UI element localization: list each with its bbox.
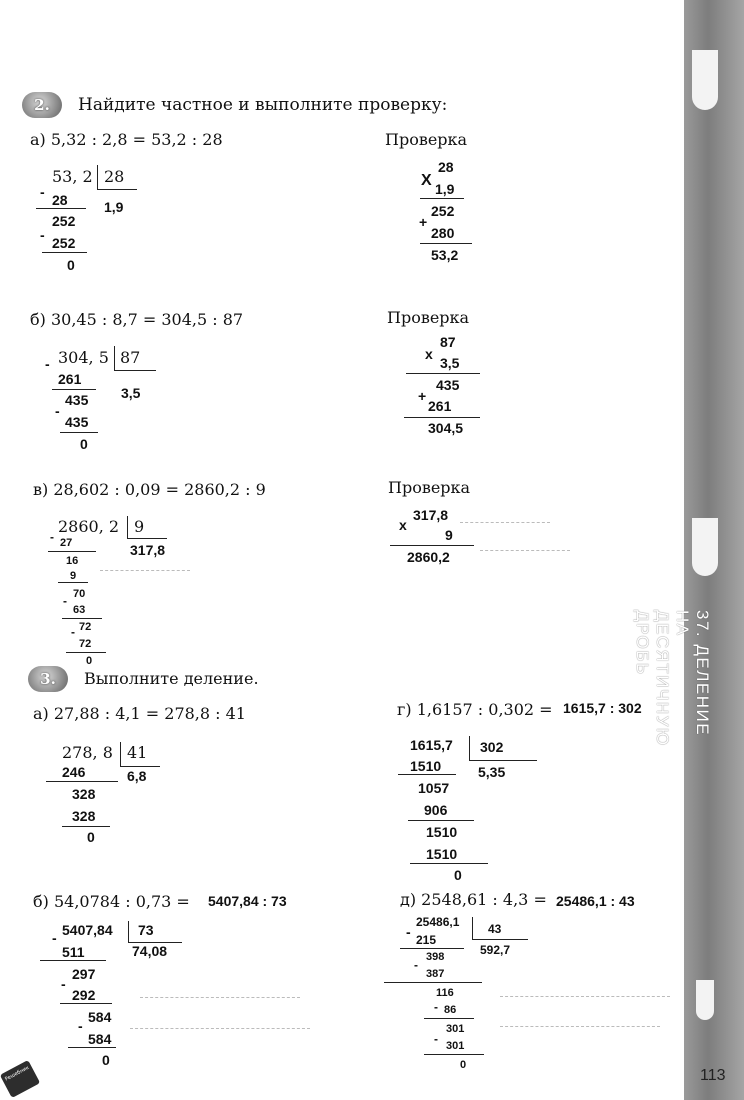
task-2a-check: 53,2	[431, 247, 459, 263]
multiply-sign: X	[421, 172, 432, 189]
step-line	[60, 1003, 112, 1004]
task-2b-divisor: 87	[120, 348, 141, 367]
step-line	[424, 1018, 474, 1019]
division-bar	[128, 921, 129, 943]
task-2a-check: 28	[438, 159, 454, 175]
task-2-badge: 2.	[22, 92, 62, 118]
task-3b-step: 584	[88, 1031, 112, 1047]
task-2c-check: 317,8	[413, 507, 449, 523]
step-line	[408, 820, 474, 821]
task-3-title: Выполните деление.	[84, 669, 259, 688]
task-3g-step: 1510	[426, 846, 458, 862]
task-2a-check: 1,9	[435, 181, 455, 197]
task-2b-step: 435	[65, 392, 89, 408]
task-2b-step: 261	[58, 371, 82, 387]
division-bar	[472, 917, 473, 939]
step-line	[66, 652, 106, 653]
minus-sign: -	[63, 594, 67, 608]
minus-sign: -	[40, 227, 45, 243]
step-line	[410, 863, 488, 864]
division-bar	[472, 939, 528, 940]
task-3b-step: 584	[88, 1009, 112, 1025]
task-3g-step: 1510	[410, 758, 442, 774]
task-3-badge: 3.	[28, 666, 68, 692]
step-line	[420, 243, 472, 244]
minus-sign: -	[406, 924, 411, 940]
task-2a-step: 0	[67, 257, 75, 273]
task-3d-step: 215	[416, 933, 437, 947]
division-bar	[127, 516, 128, 538]
step-line	[62, 618, 102, 619]
task-2c-step: 9	[70, 570, 77, 582]
task-2c-step: 70	[73, 588, 86, 600]
task-3d-step: 301	[446, 1040, 465, 1052]
task-2b-quotient: 3,5	[121, 385, 141, 401]
task-3d-step: 398	[426, 951, 445, 963]
scan-artifact	[500, 996, 670, 997]
task-2c-check-label: Проверка	[388, 478, 471, 497]
task-2b-dividend: 304, 5	[58, 348, 109, 367]
chapter-tab-top	[692, 50, 718, 110]
task-2a-check-label: Проверка	[385, 130, 468, 149]
task-3a-equation: а) 27,88 : 4,1 = 278,8 : 41	[33, 704, 246, 723]
task-2c-dividend: 2860, 2	[58, 517, 120, 536]
task-2b-check: 87	[440, 334, 456, 350]
task-2a-step: 252	[52, 235, 76, 251]
step-line	[36, 208, 86, 209]
step-line	[384, 982, 482, 983]
minus-sign: -	[50, 530, 54, 544]
task-2c-check: 9	[445, 527, 453, 543]
task-2-title: Найдите частное и выполните проверку:	[78, 95, 448, 115]
task-2a-equation: а) 5,32 : 2,8 = 53,2 : 28	[30, 130, 223, 149]
task-3b-equation: б) 54,0784 : 0,73 =	[33, 892, 190, 911]
task-2c-quotient: 317,8	[130, 542, 166, 558]
task-2a-dividend: 53, 2	[52, 167, 93, 186]
task-2c-divisor: 9	[134, 517, 145, 536]
step-line	[46, 781, 118, 782]
task-3d-equation: д) 2548,61 : 4,3 =	[400, 890, 547, 909]
task-2b-equation: б) 30,45 : 8,7 = 304,5 : 87	[30, 310, 244, 329]
minus-sign: -	[78, 1018, 83, 1034]
task-3d-step: 387	[426, 968, 445, 980]
step-line	[52, 389, 96, 390]
task-3a-quotient: 6,8	[127, 768, 147, 784]
task-2c-step: 72	[79, 621, 92, 633]
chapter-tab-middle	[692, 518, 718, 576]
task-2c-check: 2860,2	[407, 549, 450, 565]
task-3d-step: 86	[444, 1004, 457, 1016]
plus-sign: +	[419, 214, 428, 230]
task-3d-answer: 25486,1 : 43	[556, 893, 635, 909]
task-3d-step: 0	[460, 1059, 467, 1071]
task-3g-step: 906	[424, 802, 448, 818]
step-line	[424, 1054, 484, 1055]
task-2b-check: 261	[428, 398, 452, 414]
publisher-logo: Решебник	[0, 1060, 40, 1098]
minus-sign: -	[52, 930, 57, 946]
scan-artifact	[130, 1028, 310, 1029]
step-line	[40, 960, 106, 961]
step-line	[68, 1047, 116, 1048]
step-line	[42, 252, 87, 253]
scan-artifact	[100, 570, 190, 571]
step-line	[60, 432, 98, 433]
task-3b-quotient: 74,08	[132, 943, 168, 959]
division-bar	[114, 370, 156, 371]
task-2c-step: 16	[66, 555, 79, 567]
task-3d-step: 301	[446, 1023, 465, 1035]
step-line	[420, 198, 464, 199]
step-line	[406, 373, 480, 374]
step-line	[400, 948, 464, 949]
step-line	[404, 417, 480, 418]
task-2b-check-label: Проверка	[387, 308, 470, 327]
task-3d-step: 116	[436, 987, 454, 999]
step-line	[398, 774, 456, 775]
task-2c-step: 63	[73, 604, 86, 616]
task-3a-step: 328	[72, 786, 96, 802]
division-bar	[97, 165, 98, 189]
division-bar	[469, 760, 537, 761]
task-3g-quotient: 5,35	[478, 764, 506, 780]
task-2a-check: 252	[431, 203, 455, 219]
task-3g-step: 1057	[418, 780, 450, 796]
task-3g-step: 0	[454, 867, 462, 883]
scan-artifact	[140, 997, 300, 998]
task-2a-check: 280	[431, 225, 455, 241]
step-line	[48, 551, 96, 552]
minus-sign: -	[71, 625, 75, 639]
step-line	[62, 826, 110, 827]
task-2c-step: 72	[79, 638, 92, 650]
task-2b-step: 435	[65, 414, 89, 430]
task-3g-divisor: 302	[480, 739, 504, 755]
task-3g-equation: г) 1,6157 : 0,302 =	[397, 700, 553, 719]
task-2b-check: 3,5	[440, 355, 460, 371]
task-3d-quotient: 592,7	[480, 943, 511, 957]
task-2a-step: 252	[52, 213, 76, 229]
task-3b-step: 297	[72, 966, 96, 982]
minus-sign: -	[45, 356, 50, 372]
task-3b-step: 511	[62, 944, 85, 960]
task-3b-dividend: 5407,84	[62, 922, 113, 938]
division-bar	[120, 742, 121, 766]
task-3d-dividend: 25486,1	[416, 915, 460, 929]
task-2c-step: 0	[86, 655, 93, 667]
task-2b-step: 0	[80, 436, 88, 452]
task-2a-step: 28	[52, 192, 68, 208]
task-3a-dividend: 278, 8	[62, 743, 113, 762]
task-3g-dividend: 1615,7	[410, 737, 453, 753]
task-3a-step: 246	[62, 764, 86, 780]
chapter-title-vertical: 37. ДЕЛЕНИЕ НА ДЕСЯТИЧНУЮ ДРОБЬ	[633, 610, 712, 747]
task-3d-divisor: 43	[488, 922, 502, 936]
division-bar	[114, 346, 115, 370]
multiply-sign: x	[425, 346, 433, 362]
multiply-sign: x	[399, 517, 407, 533]
minus-sign: -	[40, 184, 45, 200]
division-bar	[469, 736, 470, 760]
task-3a-divisor: 41	[127, 743, 148, 762]
step-line	[390, 545, 474, 546]
task-2c-step: 27	[60, 537, 73, 549]
task-3a-step: 328	[72, 808, 96, 824]
scan-artifact	[500, 1026, 660, 1027]
task-3a-step: 0	[87, 829, 95, 845]
minus-sign: -	[414, 958, 418, 972]
page-number: 113	[700, 1067, 726, 1084]
task-3b-step: 0	[102, 1052, 110, 1068]
chapter-tab-bottom	[696, 980, 714, 1020]
task-3b-step: 292	[72, 987, 96, 1003]
minus-sign: -	[55, 403, 60, 419]
step-line	[58, 582, 88, 583]
plus-sign: +	[418, 388, 427, 404]
minus-sign: -	[434, 1032, 438, 1046]
task-2c-equation: в) 28,602 : 0,09 = 2860,2 : 9	[33, 480, 266, 499]
scan-artifact	[460, 522, 550, 523]
scan-artifact	[480, 550, 570, 551]
task-3g-answer: 1615,7 : 302	[563, 700, 642, 716]
task-2a-divisor: 28	[104, 167, 125, 186]
minus-sign: -	[434, 1000, 438, 1014]
division-bar	[97, 189, 137, 190]
minus-sign: -	[61, 976, 66, 992]
task-3b-answer: 5407,84 : 73	[208, 893, 287, 909]
task-3b-divisor: 73	[138, 922, 154, 938]
task-2b-check: 304,5	[428, 420, 464, 436]
division-bar	[127, 538, 167, 539]
division-bar	[120, 766, 160, 767]
task-2b-check: 435	[436, 377, 460, 393]
task-3g-step: 1510	[426, 824, 458, 840]
task-2a-quotient: 1,9	[104, 199, 124, 215]
